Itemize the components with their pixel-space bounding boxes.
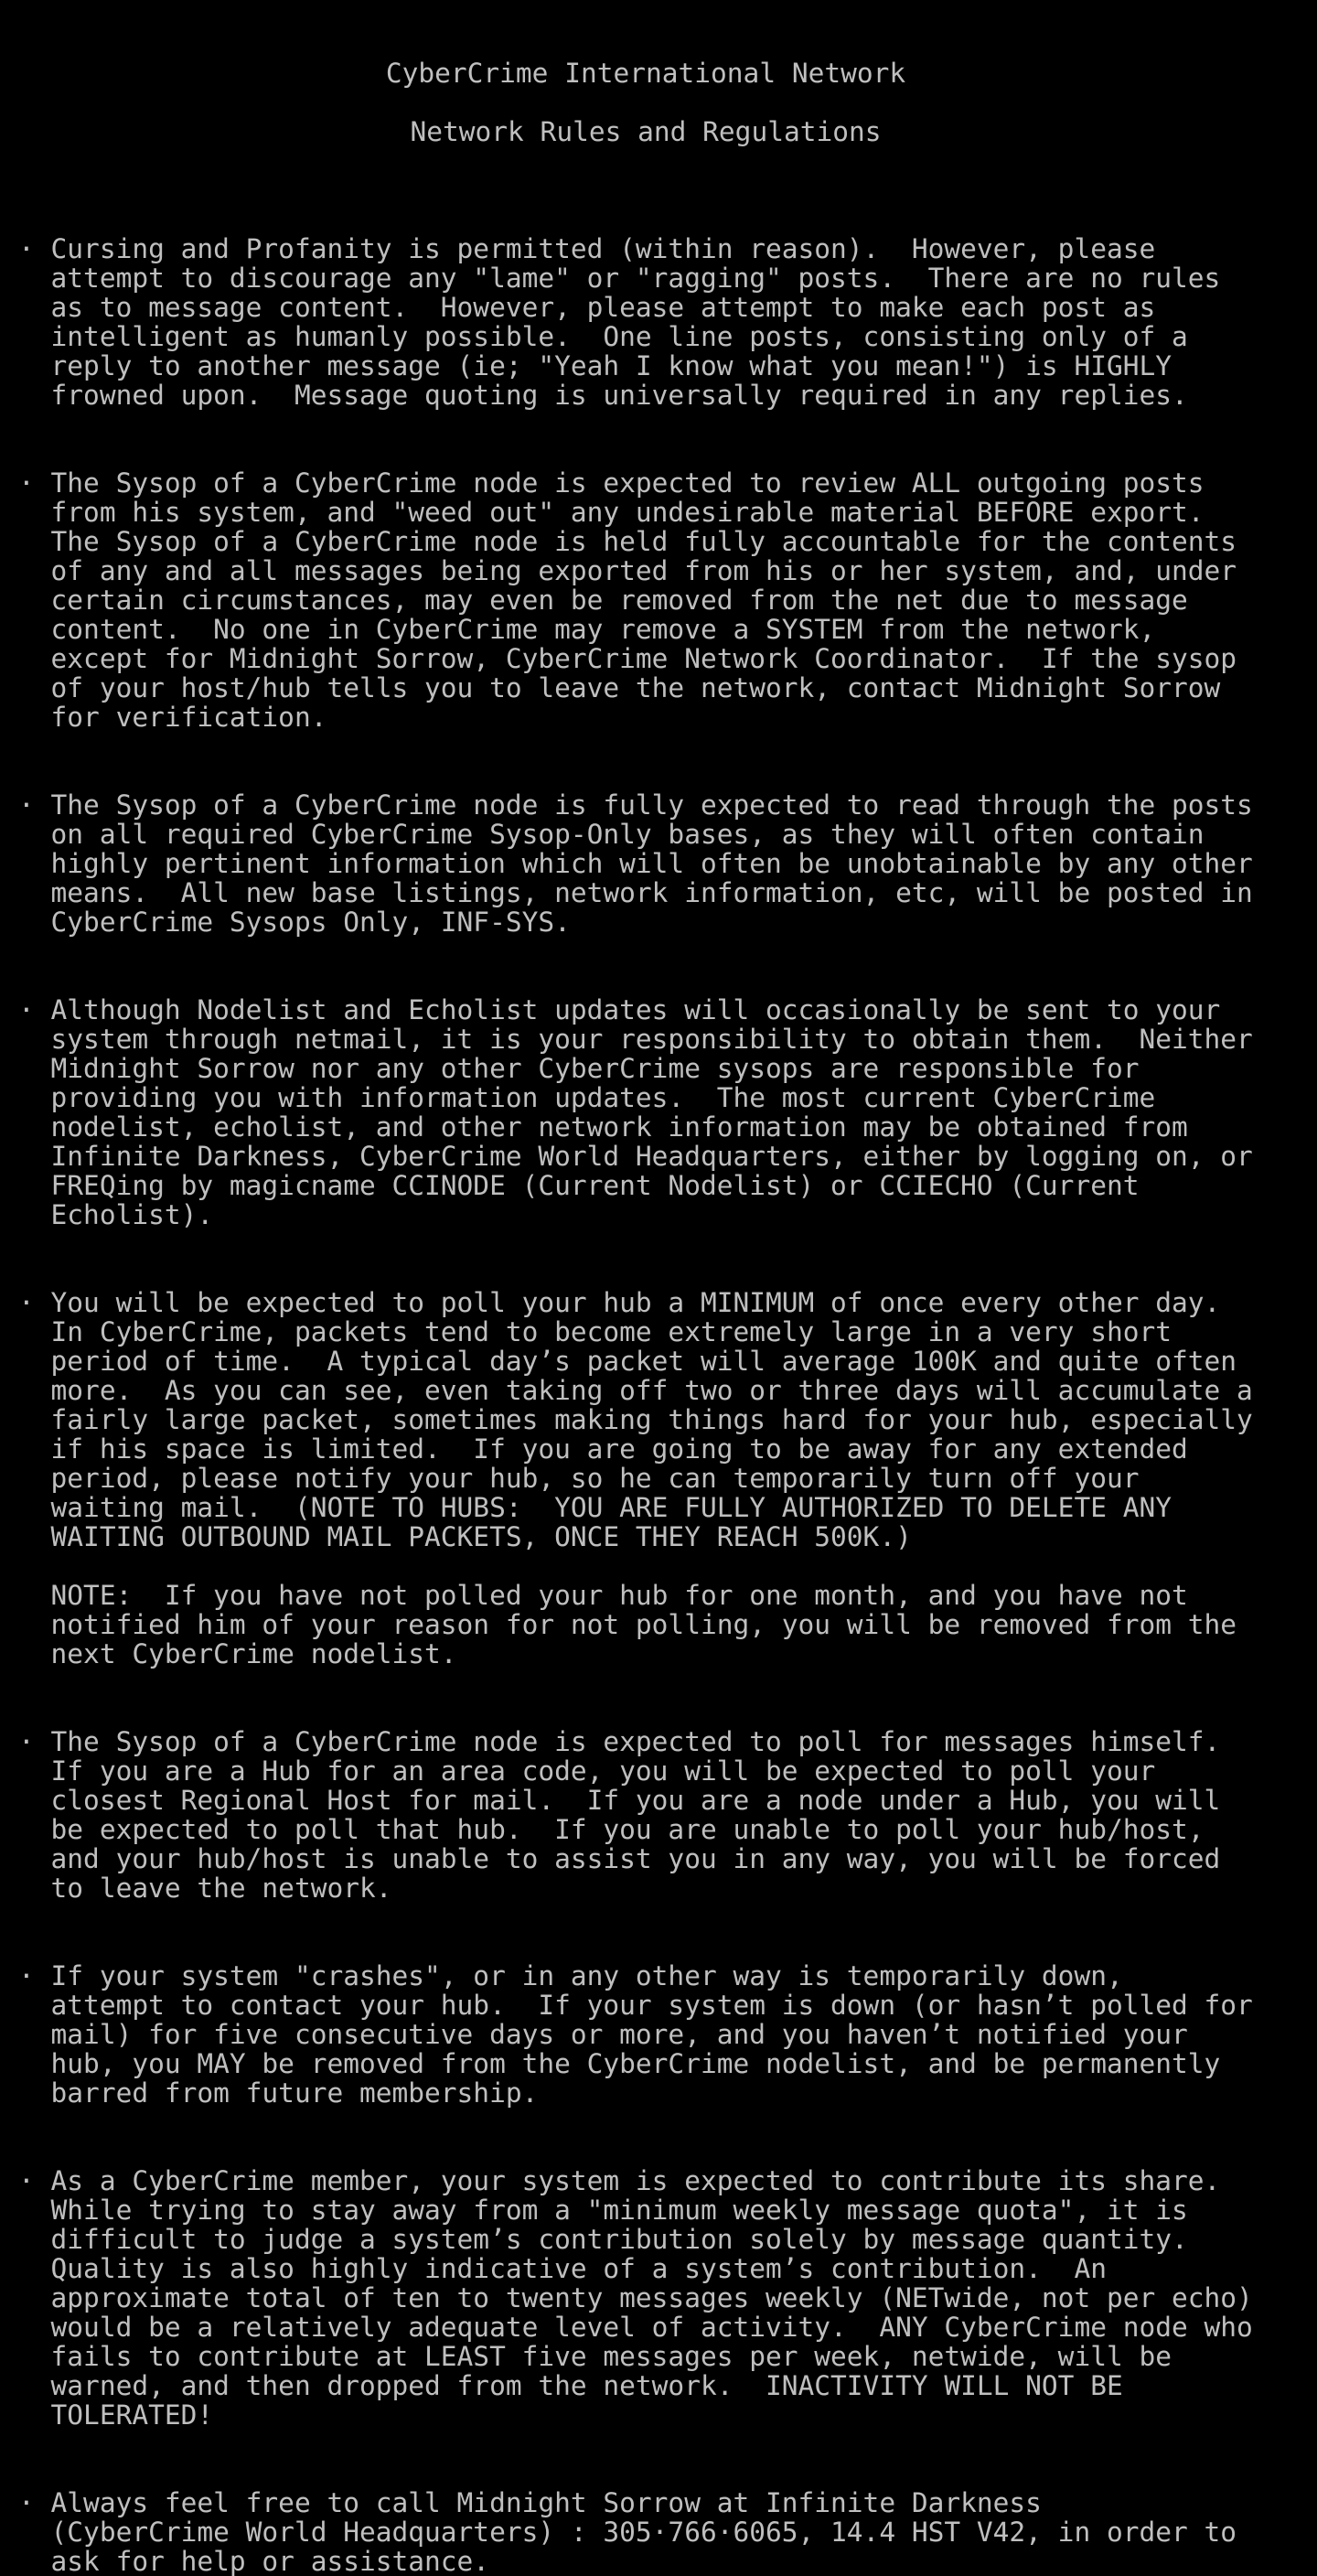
rule-line [18, 1727, 1220, 1756]
rule-paragraph [18, 1727, 1220, 1903]
rule-line [18, 1844, 1220, 1873]
rule-paragraph [18, 995, 1253, 1229]
rule-line [18, 1961, 1253, 1991]
rule-line-text: intelligent as humanly possible. One line posts, consisting only of a [50, 321, 1188, 352]
rule-line [18, 1288, 1253, 1317]
indent-spacer [18, 2312, 51, 2343]
indent-spacer [18, 702, 51, 733]
rule-line-text: closest Regional Host for mail. If you are a node under a Hub, you will [50, 1785, 1221, 1816]
rule-line-text: more. As you can see, even taking off two or three days will accumulate a [50, 1375, 1253, 1406]
rule-line [18, 1347, 1253, 1376]
indent-spacer [18, 380, 51, 411]
rule-line-text: ask for help or assistance. [50, 2546, 490, 2576]
rule-line [18, 2342, 1253, 2371]
indent-spacer [18, 819, 51, 850]
rule-line-text: CyberCrime Sysops Only, INF-SYS. [50, 907, 571, 938]
rule-line-text: fails to contribute at LEAST five messages per week, netwide, will be [50, 2341, 1172, 2372]
indent-spacer [18, 1843, 51, 1874]
rule-line [18, 1786, 1220, 1815]
rule-line-text: warned, and then dropped from the network. INACTIVITY WILL NOT BE [50, 2370, 1123, 2401]
rule-line [18, 615, 1237, 644]
bullet-marker: · [18, 233, 51, 264]
indent-spacer [18, 643, 51, 674]
rule-line [18, 498, 1237, 527]
rule-line [18, 1581, 1237, 1610]
indent-spacer [18, 1990, 51, 2021]
rule-line-text: period of time. A typical day’s packet will average 100K and quite often [50, 1346, 1237, 1377]
rule-line [18, 907, 1253, 937]
indent-spacer [18, 263, 51, 294]
rule-line-text: TOLERATED! [50, 2399, 214, 2431]
rule-line [18, 2400, 1253, 2430]
indent-spacer [18, 1082, 51, 1113]
indent-spacer [18, 1463, 51, 1494]
rule-line [18, 2283, 1253, 2313]
rule-line [18, 2547, 1237, 2576]
rule-line-text: The Sysop of a CyberCrime node is fully expected to read through the posts [50, 789, 1253, 821]
rule-line-text: mail) for five consecutive days or more, and you haven’t notified your [50, 2019, 1188, 2050]
indent-spacer [18, 1755, 51, 1787]
rule-line [18, 790, 1253, 820]
rule-line [18, 1639, 1237, 1669]
rule-line [18, 1610, 1237, 1639]
rule-line-text: be expected to poll that hub. If you are unable to poll your hub/host, [50, 1814, 1205, 1845]
rule-line [18, 1142, 1253, 1171]
indent-spacer [18, 1316, 51, 1347]
rule-line [18, 2049, 1253, 2078]
rule-paragraph [18, 2488, 1237, 2576]
rule-line-text: Midnight Sorrow nor any other CyberCrime sysops are responsible for [50, 1053, 1140, 1084]
rule-line-text: highly pertinent information which will often be unobtainable by any other [50, 848, 1253, 879]
rule-line [18, 2313, 1253, 2342]
indent-spacer [18, 614, 51, 645]
rule-line-text: WAITING OUTBOUND MAIL PACKETS, ONCE THEY REACH 500K.) [50, 1521, 912, 1552]
indent-spacer [18, 555, 51, 586]
rule-line [18, 878, 1253, 907]
rule-line-text: You will be expected to poll your hub a MINIMUM of once every other day. [50, 1287, 1221, 1318]
rule-line [18, 2166, 1253, 2195]
rule-line [18, 1991, 1253, 2020]
rule-line-text: (CyberCrime World Headquarters) : 305·766·6065, 14.4 HST V42, in order to [50, 2517, 1237, 2548]
rule-line-text: next CyberCrime nodelist. [50, 1638, 457, 1669]
rule-line-text: FREQing by magicname CCINODE (Current Nodelist) or CCIECHO (Current [50, 1170, 1140, 1201]
rule-line [18, 1522, 1253, 1551]
bullet-marker: · [18, 2487, 51, 2518]
rule-line [18, 1873, 1220, 1903]
indent-spacer [18, 2224, 51, 2255]
rule-line [18, 585, 1237, 615]
rule-paragraph [18, 1961, 1253, 2108]
rule-paragraph [18, 2166, 1253, 2430]
rule-line-text: and your hub/host is unable to assist you in any way, you will be forced [50, 1843, 1221, 1874]
rule-line-text: The Sysop of a CyberCrime node is held fully accountable for the contents [50, 526, 1237, 557]
rule-line [18, 1112, 1253, 1142]
rule-line [18, 1464, 1253, 1493]
rule-line [18, 2488, 1237, 2517]
rule-line-text: to leave the network. [50, 1873, 392, 1904]
rule-line-text: notified him of your reason for not polling, you will be removed from the [50, 1609, 1237, 1640]
indent-spacer [18, 2195, 51, 2226]
rule-line-text: fairly large packet, sometimes making things hard for your hub, especially [50, 1404, 1253, 1435]
rule-paragraph [18, 1288, 1253, 1551]
rule-paragraph [18, 234, 1220, 410]
bullet-marker: · [18, 1726, 51, 1757]
rule-line [18, 1025, 1253, 1054]
indent-spacer [18, 2253, 51, 2284]
indent-spacer [18, 1638, 51, 1669]
rule-paragraph [18, 468, 1237, 732]
rule-line [18, 1405, 1253, 1434]
rule-line [18, 2517, 1237, 2547]
indent-spacer [18, 907, 51, 938]
indent-spacer [18, 497, 51, 528]
indent-spacer [18, 848, 51, 879]
rule-line [18, 381, 1220, 410]
rule-line-text: The Sysop of a CyberCrime node is expected to review ALL outgoing posts [50, 467, 1205, 499]
indent-spacer [18, 1053, 51, 1084]
indent-spacer [18, 2399, 51, 2431]
indent-spacer [18, 526, 51, 557]
indent-spacer [18, 2546, 51, 2576]
indent-spacer [18, 321, 51, 352]
rule-line [18, 1054, 1253, 1083]
rule-line [18, 527, 1237, 556]
rule-line-text: Always feel free to call Midnight Sorrow at Infinite Darkness [50, 2487, 1042, 2518]
rule-line [18, 2254, 1253, 2283]
rule-line-text: approximate total of ten to twenty messages weekly (NETwide, not per echo) [50, 2282, 1253, 2313]
indent-spacer [18, 2048, 51, 2079]
rule-line [18, 1200, 1253, 1229]
bullet-marker: · [18, 2165, 51, 2196]
rule-line-text: for verification. [50, 702, 327, 733]
rule-line-text: of your host/hub tells you to leave the network, contact Midnight Sorrow [50, 672, 1221, 703]
rule-line-text: As a CyberCrime member, your system is expected to contribute its share. [50, 2165, 1221, 2196]
rule-line-text: period, please notify your hub, so he can temporarily turn off your [50, 1463, 1140, 1494]
rule-line [18, 1083, 1253, 1112]
rule-line [18, 673, 1237, 703]
rule-line-text: NOTE: If you have not polled your hub for one month, and you have not [50, 1580, 1188, 1611]
rule-line-text: Cursing and Profanity is permitted (within reason). However, please [50, 233, 1156, 264]
rule-line [18, 263, 1220, 293]
indent-spacer [18, 672, 51, 703]
rule-line-text: difficult to judge a system’s contribution solely by message quantity. [50, 2224, 1188, 2255]
indent-spacer [18, 1111, 51, 1143]
rule-line-text: would be a relatively adequate level of activity. ANY CyberCrime node who [50, 2312, 1253, 2343]
indent-spacer [18, 292, 51, 323]
rule-line-text: waiting mail. (NOTE TO HUBS: YOU ARE FULLY AUTHORIZED TO DELETE ANY [50, 1492, 1172, 1523]
indent-spacer [18, 2282, 51, 2313]
rule-line [18, 351, 1220, 381]
rule-line-text: from his system, and "weed out" any undesirable material BEFORE export. [50, 497, 1205, 528]
rule-line-text: attempt to discourage any "lame" or "ragging" posts. There are no rules [50, 263, 1221, 294]
rule-paragraph [18, 1581, 1237, 1669]
indent-spacer [18, 1814, 51, 1845]
indent-spacer [18, 1346, 51, 1377]
rule-line-text: system through netmail, it is your responsibility to obtain them. Neither [50, 1024, 1253, 1055]
rule-line-text: If you are a Hub for an area code, you will be expected to poll your [50, 1755, 1156, 1787]
rule-line [18, 820, 1253, 849]
indent-spacer [18, 1785, 51, 1816]
rule-line-text: attempt to contact your hub. If your system is down (or hasn’t polled for [50, 1990, 1253, 2021]
indent-spacer [18, 1141, 51, 1172]
indent-spacer [18, 1521, 51, 1552]
rule-line [18, 1171, 1253, 1200]
rule-line-text: While trying to stay away from a "minimum weekly message quota", it is [50, 2195, 1188, 2226]
rule-line [18, 2225, 1253, 2254]
rule-line-text: certain circumstances, may even be removed from the net due to message [50, 585, 1188, 616]
rule-line [18, 644, 1237, 673]
rule-line-text: providing you with information updates. The most current CyberCrime [50, 1082, 1156, 1113]
bullet-marker: · [18, 789, 51, 821]
indent-spacer [18, 1433, 51, 1465]
indent-spacer [18, 350, 51, 381]
rule-line-text: The Sysop of a CyberCrime node is expected to poll for messages himself. [50, 1726, 1221, 1757]
rule-line [18, 1815, 1220, 1844]
rule-line-text: except for Midnight Sorrow, CyberCrime Network Coordinator. If the sysop [50, 643, 1237, 674]
indent-spacer [18, 1170, 51, 1201]
rule-line-text: frowned upon. Message quoting is universally required in any replies. [50, 380, 1188, 411]
rule-line-text: means. All new base listings, network information, etc, will be posted in [50, 877, 1253, 908]
indent-spacer [18, 1873, 51, 1904]
bullet-marker: · [18, 467, 51, 499]
rule-paragraph [18, 790, 1253, 937]
rule-line-text: on all required CyberCrime Sysop-Only bases, as they will often contain [50, 819, 1205, 850]
rule-line [18, 293, 1220, 322]
rule-line-text: barred from future membership. [50, 2077, 539, 2109]
rule-line-text: content. No one in CyberCrime may remove a SYSTEM from the network, [50, 614, 1156, 645]
rule-line-text: Echolist). [50, 1199, 214, 1230]
bullet-marker: · [18, 994, 51, 1025]
indent-spacer [18, 2370, 51, 2401]
indent-spacer [18, 1609, 51, 1640]
rule-line [18, 1493, 1253, 1522]
doc-title: CyberCrime International Network [385, 58, 906, 89]
rule-line [18, 2371, 1253, 2400]
indent-spacer [18, 1404, 51, 1435]
indent-spacer [18, 2077, 51, 2109]
rule-line-text: nodelist, echolist, and other network information may be obtained from [50, 1111, 1188, 1143]
rule-line [18, 556, 1237, 585]
rule-line [18, 1317, 1253, 1347]
rule-line [18, 1756, 1220, 1786]
indent-spacer [18, 1580, 51, 1611]
indent-spacer [18, 1199, 51, 1230]
indent-spacer [18, 585, 51, 616]
rule-line [18, 1376, 1253, 1405]
rule-line-text: of any and all messages being exported from his or her system, and, under [50, 555, 1237, 586]
rule-line [18, 849, 1253, 878]
indent-spacer [18, 1375, 51, 1406]
doc-subtitle: Network Rules and Regulations [410, 116, 882, 147]
indent-spacer [18, 2341, 51, 2372]
rule-line-text: Infinite Darkness, CyberCrime World Headquarters, either by logging on, or [50, 1141, 1253, 1172]
rule-line [18, 995, 1253, 1025]
rule-line [18, 703, 1237, 732]
bullet-marker: · [18, 1960, 51, 1991]
indent-spacer [18, 877, 51, 908]
rule-line-text: Quality is also highly indicative of a system’s contribution. An [50, 2253, 1107, 2284]
rule-line-text: If your system "crashes", or in any other way is temporarily down, [50, 1960, 1123, 1991]
rule-line [18, 2195, 1253, 2225]
rule-line-text: if his space is limited. If you are going to be away for any extended [50, 1433, 1188, 1465]
rule-line [18, 2078, 1253, 2108]
indent-spacer [18, 1024, 51, 1055]
rule-line [18, 2020, 1253, 2049]
bullet-marker: · [18, 1287, 51, 1318]
indent-spacer [18, 2517, 51, 2548]
rule-line [18, 322, 1220, 351]
indent-spacer [18, 2019, 51, 2050]
rule-line [18, 468, 1237, 498]
indent-spacer [18, 1492, 51, 1523]
rule-line [18, 234, 1220, 263]
rule-line-text: as to message content. However, please attempt to make each post as [50, 292, 1156, 323]
rule-line [18, 1434, 1253, 1464]
rule-line-text: Although Nodelist and Echolist updates will occasionally be sent to your [50, 994, 1221, 1025]
rule-line-text: hub, you MAY be removed from the CyberCrime nodelist, and be permanently [50, 2048, 1221, 2079]
rule-line-text: reply to another message (ie; "Yeah I know what you mean!") is HIGHLY [50, 350, 1172, 381]
rule-line-text: In CyberCrime, packets tend to become extremely large in a very short [50, 1316, 1172, 1347]
